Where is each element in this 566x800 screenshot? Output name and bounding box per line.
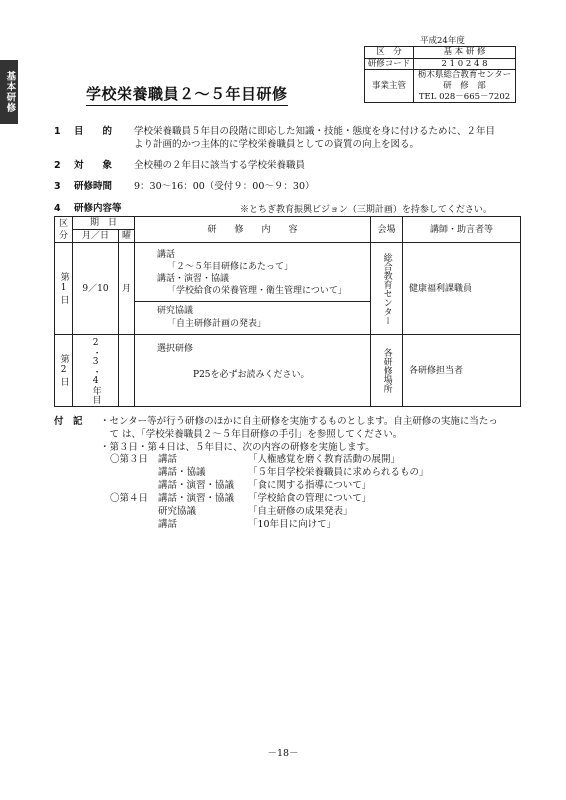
plan-title: 「人権感覚を磨く教育活動の展開」 xyxy=(248,454,401,466)
schedule-table xyxy=(54,216,521,407)
content-reading-note: P25を必ずお読みください。 xyxy=(193,370,310,381)
session-type: 研究協議 xyxy=(157,306,194,317)
plan-type: 講話・演習・協議 xyxy=(158,480,235,492)
info-row-kubun xyxy=(365,47,516,59)
header-month-day: 月／日 xyxy=(73,230,119,243)
info-row-code xyxy=(365,58,516,70)
section-label: 研修時間 xyxy=(74,181,113,192)
appendix-line: て は、「学校栄養職員２～５年目研修の手引」を参照してください。 xyxy=(100,428,403,440)
organizer-name: 栃木県総合教育センター xyxy=(417,70,512,81)
section-number: 4 xyxy=(54,203,61,214)
plan-day: 〇第４日 xyxy=(110,493,149,505)
instructor-cell: 健康福利課職員 xyxy=(403,243,521,335)
plan-row xyxy=(100,493,524,506)
organizer-dept: 研 修 部 xyxy=(443,80,486,91)
info-value xyxy=(414,70,516,103)
header-kubun: 区分 xyxy=(55,217,73,243)
plan-title: 「自主研修の成果発表」 xyxy=(248,506,353,518)
text-line: 学校栄養職員５年目の段階に即応した知識・技能・態度を身に付けるために、２年目 xyxy=(134,126,496,137)
page-number: －18－ xyxy=(267,748,299,759)
plan-row xyxy=(100,506,524,519)
weekday-cell: 月 xyxy=(119,243,135,335)
plan-type: 講話・演習・協議 xyxy=(158,493,235,505)
appendix-line: ・センター等が行う研修のほかに自主研修を実施するものとします。自主研修の実施に当たっ xyxy=(100,416,498,427)
content-block-bottom xyxy=(135,301,370,332)
content-cell xyxy=(135,243,371,335)
grade-years-label: 2・3・4年目 xyxy=(90,337,101,404)
plan-type: 講話 xyxy=(158,454,178,466)
weekday-cell xyxy=(119,335,135,407)
appendix-label: 付 記 xyxy=(54,416,83,427)
info-row-organizer xyxy=(365,70,516,103)
kubun-cell xyxy=(55,335,73,407)
info-key: 区 分 xyxy=(365,47,414,59)
plan-title: 「５年目学校栄養職員に求められるもの」 xyxy=(248,467,429,479)
content-cell xyxy=(135,335,371,407)
side-tab-kihon-kenshu: 基本研修 xyxy=(0,60,18,124)
section-number: 3 xyxy=(54,181,61,192)
header-instructor: 講師・助言者等 xyxy=(403,217,521,243)
schedule-row-day1 xyxy=(55,243,521,335)
venue-label: 総合教育センター xyxy=(381,252,392,325)
venue-cell xyxy=(371,243,403,335)
info-key: 研修コード xyxy=(365,58,414,70)
plan-day: 〇第３日 xyxy=(110,454,149,466)
plan-title: 「10年目に向けて」 xyxy=(248,519,337,531)
section-number: 1 xyxy=(54,126,61,137)
section-label: 研修内容等 xyxy=(74,203,122,214)
header-weekday: 曜 xyxy=(119,230,135,243)
plan-type: 研究協議 xyxy=(158,506,197,518)
kubun-label: 第2日 xyxy=(58,353,69,388)
session-title: 「２～５年目研修にあたって」 xyxy=(167,262,294,272)
session-type: 講話 xyxy=(157,249,176,260)
section-label: 対 象 xyxy=(74,160,113,171)
plan-row xyxy=(100,519,524,532)
content-note: ※とちぎ教育振興ビジョン（三期計画）を持参してください。 xyxy=(240,205,492,215)
date-cell xyxy=(73,335,119,407)
appendix-line: ・第３日・第４日は、５年目に、次の内容の研修を実施します。 xyxy=(100,441,375,453)
appendix-section xyxy=(54,416,524,544)
section-content-heading xyxy=(54,203,122,216)
plan-type: 講話 xyxy=(158,519,178,531)
section-time-heading xyxy=(54,181,112,194)
text-line: より計画的かつ主体的に学校栄養職員としての資質の向上を図る。 xyxy=(134,138,420,150)
plan-title: 「食に関する指導について」 xyxy=(248,480,372,492)
info-value: 2 1 0 2 4 8 xyxy=(414,58,516,70)
schedule-row-day2 xyxy=(55,335,521,407)
instructor-cell: 各研修担当者 xyxy=(403,335,521,407)
info-key: 事業主管 xyxy=(365,70,414,103)
organizer-tel: TEL 028－665－7202 xyxy=(418,91,511,102)
plan-title: 「学校給食の管理について」 xyxy=(248,493,372,505)
venue-cell xyxy=(371,335,403,407)
session-type: 選択研修 xyxy=(157,344,194,355)
kubun-label: 第1日 xyxy=(58,271,69,306)
section-target-text: 全校種の２年目に該当する学校栄養職員 xyxy=(134,160,306,171)
plan-row xyxy=(100,480,524,493)
session-title: 「自主研修計画の発表」 xyxy=(167,318,267,329)
appendix-text xyxy=(100,416,524,532)
section-number: 2 xyxy=(54,160,61,171)
session-type: 講話・演習・協議 xyxy=(157,274,230,285)
info-box xyxy=(364,46,516,103)
header-venue: 会場 xyxy=(371,217,403,243)
session-title: 「学校給食の栄養管理・衛生管理について」 xyxy=(167,286,347,297)
header-content: 研 修 内 容 xyxy=(135,217,371,243)
venue-label: 各研修場所 xyxy=(381,348,392,394)
fiscal-year: 平成24年度 xyxy=(420,36,465,46)
section-time-text: 9：30～16：00（受付９：00～９：30） xyxy=(134,181,315,192)
section-purpose-text xyxy=(134,126,520,152)
page-title: 学校栄養職員２～５年目研修 xyxy=(86,84,288,106)
header-date: 期 日 xyxy=(73,217,135,230)
date-cell: 9／10 xyxy=(73,243,119,335)
section-target-heading xyxy=(54,160,112,173)
content-block-top xyxy=(135,245,370,302)
kubun-cell xyxy=(55,243,73,335)
plan-row xyxy=(100,454,524,467)
plan-list xyxy=(100,454,524,532)
plan-row xyxy=(100,467,524,480)
section-purpose-heading xyxy=(54,126,112,139)
schedule-header-row xyxy=(55,217,521,230)
info-value: 基 本 研 修 xyxy=(414,47,516,59)
section-label: 目 的 xyxy=(74,126,113,137)
plan-type: 講話・協議 xyxy=(158,467,206,479)
